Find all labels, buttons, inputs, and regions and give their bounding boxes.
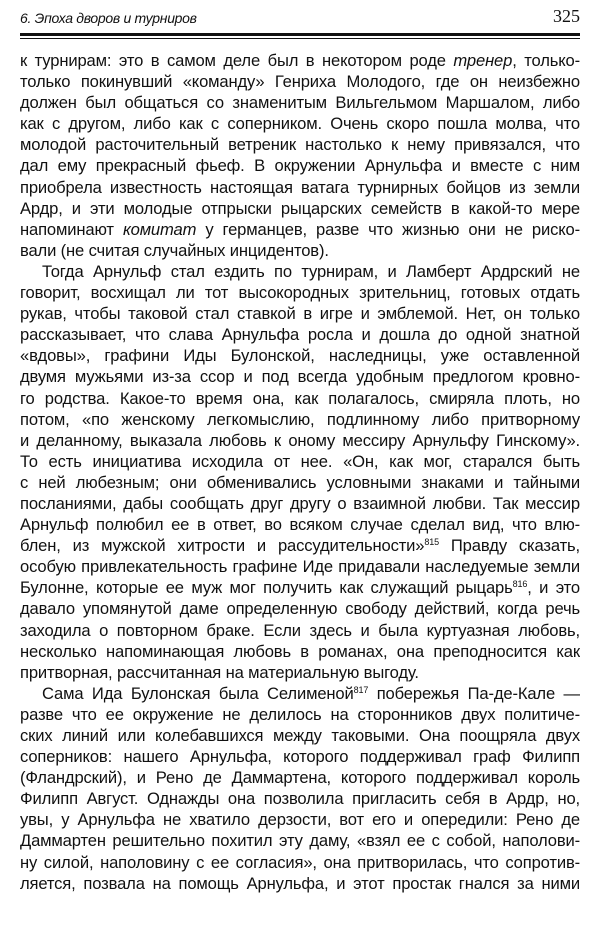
text-line <box>20 409 580 430</box>
text-run: молодой расточительный ветреник настолько к нему привязался, что <box>20 135 580 155</box>
text-line <box>20 282 580 303</box>
text-run: с ней любезным; они обменивались условными знаками и тайными <box>20 472 580 492</box>
text-run: ских линий или колебавшихся между таковыми. Она поощряла двух <box>20 726 580 745</box>
text-line <box>20 662 580 683</box>
italic-term: тренер <box>453 51 513 70</box>
text-run: несколько напоминающая любовь в романах, она преподносится как <box>20 641 580 661</box>
text-line <box>20 725 580 746</box>
text-line <box>20 556 580 577</box>
text-line <box>20 324 580 345</box>
text-line <box>20 177 580 198</box>
text-line <box>20 830 580 851</box>
text-line <box>20 92 580 113</box>
text-run: особую привлекательность графине Иде придавали наследуемые земли <box>20 557 580 577</box>
text-run: увы, у Арнульфа не хватило дерзости, вот его и опередили: Рено де <box>20 810 580 830</box>
text-run: как с другом, либо как с соперником. Очень скоро пошла молва, что <box>20 114 580 134</box>
text-run: напоминают <box>20 219 123 239</box>
text-run: говорит, восхищал ли тот высокородных зрительниц, готовых отдать <box>20 283 580 303</box>
text-line <box>20 388 580 409</box>
text-run: рассказывает, что слава Арнульфа росла и дошла до одной знатной <box>20 325 580 345</box>
footnote-ref: 817 <box>353 684 369 695</box>
text-run: приобрела известность настоящая ватага турнирных бойцов из земли <box>20 177 580 197</box>
text-line <box>20 683 580 704</box>
text-run: только покинувший «команду» Генриха Молодого, где он неизбежно <box>20 72 580 92</box>
text-run: заходила о повторном браке. Если здесь и была куртуазная любовь, <box>20 620 580 640</box>
text-line <box>20 134 580 155</box>
text-run: разве что ее окружение не делилось на сторонников двух политиче- <box>20 704 580 724</box>
text-run: , и это <box>527 578 580 598</box>
text-run: побережья Па-де-Кале — <box>368 683 580 703</box>
text-run: рукав, чтобы таковой стал ставкой в игре и эмблемой. Нет, он только <box>20 304 580 324</box>
page-number: 325 <box>553 6 580 26</box>
text-run: давало упомянутой даме определенную свободу действий, когда речь <box>20 599 580 619</box>
text-line <box>20 514 580 535</box>
text-run: ну силой, наполовину с ее согласия», она притворилась, что сопротив- <box>20 852 580 872</box>
italic-term: комитат <box>122 219 197 239</box>
text-line <box>20 788 580 809</box>
text-line <box>20 430 580 451</box>
text-run: и деланному, выказала любовь к оному мессиру Арнульфу Гинскому». <box>20 430 580 450</box>
text-line <box>20 50 580 71</box>
text-line <box>20 261 580 282</box>
text-run: , только- <box>512 51 580 70</box>
text-line <box>20 577 580 598</box>
text-run: должен был общаться со знаменитым Вильгельмом Маршалом, либо <box>20 93 580 113</box>
text-run: Даммартен решительно похитил эту даму, «взял ее с собой, наполови- <box>20 831 580 851</box>
paragraph <box>20 261 580 683</box>
text-run: притворная, рассчитанная на материальную выгоду. <box>20 662 419 682</box>
paragraph <box>20 683 580 894</box>
text-run: Филипп Август. Однажды она позволила пригласить себя в Ардр, но, <box>20 789 580 809</box>
text-line <box>20 598 580 619</box>
text-run: посланиями, дабы сообщать друг другу о взаимной любви. Так мессир <box>20 493 580 513</box>
text-line <box>20 366 580 387</box>
text-run: вали (не считая случайных инцидентов). <box>20 240 329 260</box>
text-run: Ардр, и эти молодые отпрыски рыцарских семейств в какой-то мере <box>20 198 580 218</box>
text-line <box>20 155 580 176</box>
page-header <box>20 6 580 30</box>
text-run: к турнирам: это в самом деле был в некотором роде <box>20 51 454 70</box>
text-line <box>20 746 580 767</box>
text-line <box>20 472 580 493</box>
text-line <box>20 345 580 366</box>
text-run: Правду сказать, <box>438 536 580 556</box>
header-rule-thick <box>20 33 580 36</box>
text-line <box>20 451 580 472</box>
text-line <box>20 809 580 830</box>
text-run: То есть инициатива исходила от нее. «Он, как мог, старался быть <box>20 451 580 471</box>
text-run: «вдовы», графини Иды Булонской, наследницы, уже оставленной <box>20 346 580 366</box>
text-run: Сама Ида Булонская была Селименой <box>42 683 354 703</box>
text-line <box>20 198 580 219</box>
text-run: дал ему прекрасный фьеф. В окружении Арнульфа и вместе с ним <box>20 156 580 176</box>
text-line <box>20 71 580 92</box>
text-run: ляется, позвала на помощь Арнульфа, и этот простак гнался за ними <box>20 873 580 893</box>
text-run: го родства. Какое-то время она, как полагалось, смиряла плоть, но <box>20 388 580 408</box>
running-head: 6. Эпоха дворов и турниров <box>20 10 197 26</box>
text-line <box>20 767 580 788</box>
text-run: Булонне, которые ее муж мог получить как служащий рыцарь <box>20 578 513 598</box>
body-text <box>20 50 580 894</box>
text-run: блен, из мужской хитрости и рассудительности» <box>20 536 425 556</box>
footnote-ref: 816 <box>512 579 528 590</box>
text-line <box>20 240 580 261</box>
text-run: потом, «по женскому легкомыслию, подлинному либо притворному <box>20 409 580 429</box>
text-line <box>20 303 580 324</box>
header-rule-thin <box>20 38 580 39</box>
text-run: соперников: нашего Арнульфа, которого поддерживал граф Филипп <box>20 747 580 767</box>
paragraph <box>20 50 580 261</box>
text-run: Арнульф полюбил ее в ответ, во всяком случае сделал вид, что влю- <box>20 515 580 535</box>
text-line <box>20 219 580 240</box>
text-line <box>20 113 580 134</box>
text-line <box>20 620 580 641</box>
text-run: (Фландрский), и Рено де Даммартена, которого поддерживал король <box>20 768 580 788</box>
text-line <box>20 493 580 514</box>
text-run: у германцев, разве что жизнью они не риско- <box>196 219 580 239</box>
text-line <box>20 704 580 725</box>
text-run: Тогда Арнульф стал ездить по турнирам, и Ламберт Ардрский не <box>42 261 580 281</box>
footnote-ref: 815 <box>424 537 439 548</box>
text-line <box>20 535 580 556</box>
text-line <box>20 852 580 873</box>
text-run: двумя мужьями из-за ссор и под всегда удобным предлогом кровно- <box>20 367 580 387</box>
text-line <box>20 641 580 662</box>
text-line <box>20 873 580 894</box>
